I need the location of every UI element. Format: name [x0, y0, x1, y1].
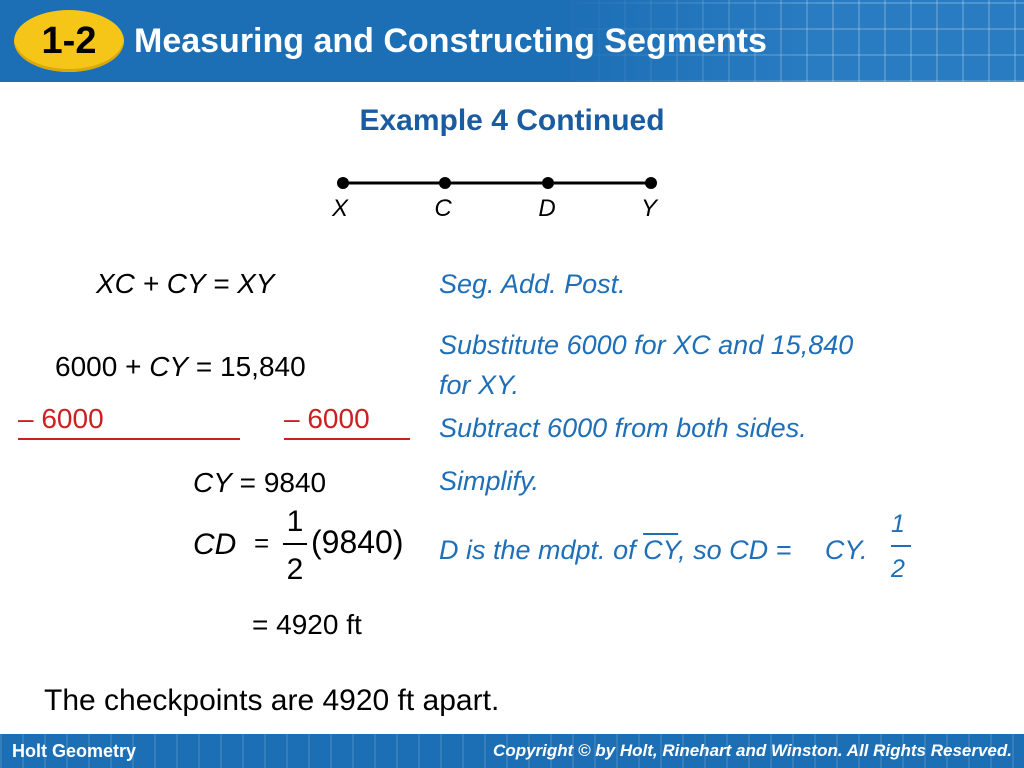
point-c	[439, 177, 451, 189]
step2-reason-line2: for XY.	[439, 370, 520, 400]
step3-reason: Subtract 6000 from both sides.	[439, 413, 807, 443]
step5-reason-b: , so CD =	[678, 535, 799, 565]
footer-bar	[0, 734, 1024, 768]
step6-result: = 4920 ft	[252, 609, 362, 640]
step3-subtract-right: – 6000	[284, 403, 370, 434]
header-bar	[0, 0, 1024, 82]
point-y	[645, 177, 657, 189]
step4-reason: Simplify.	[439, 466, 540, 496]
label-x: X	[331, 195, 349, 222]
step3-underline-left	[18, 438, 240, 440]
label-d: D	[538, 195, 556, 222]
step5-variable: CD	[193, 528, 237, 561]
conclusion-text: The checkpoints are 4920 ft apart.	[44, 684, 500, 717]
step4-variable: CY	[193, 467, 232, 498]
lesson-badge	[14, 10, 124, 72]
step1-reason: Seg. Add. Post.	[439, 269, 626, 299]
segment-cy-overline: $\overline{CY}$	[643, 535, 679, 565]
step5-denominator: 2	[286, 553, 304, 586]
segment-figure	[320, 168, 680, 228]
step5-reason-a: D is the mdpt. of	[439, 535, 644, 565]
step5-reason	[439, 533, 867, 567]
step5-reason-numerator: 1	[891, 510, 905, 538]
step4-equation	[193, 467, 326, 499]
step4-rest: = 9840	[231, 467, 327, 498]
label-c: C	[434, 195, 452, 222]
step5-equals: =	[254, 528, 270, 558]
step3-underline-right	[284, 438, 410, 440]
footer-copyright: Copyright © by Holt, Rinehart and Winston. All Rights Reserved.	[493, 741, 1012, 760]
point-x	[337, 177, 349, 189]
label-y: Y	[640, 195, 658, 222]
lesson-title: Measuring and Constructing Segments	[134, 22, 767, 60]
lesson-number: 1-2	[41, 20, 97, 62]
step2-variable: CY	[149, 351, 189, 382]
step2-suffix: = 15,840	[188, 351, 306, 382]
step5-reason-denominator: 2	[891, 555, 905, 583]
point-d	[542, 177, 554, 189]
step5-fraction-bar	[283, 543, 307, 545]
step5-reason-fraction-bar	[891, 545, 911, 547]
step2-reason-line1: Substitute 6000 for XC and 15,840	[439, 330, 854, 360]
step3-subtract-left: – 6000	[18, 403, 104, 434]
step5-parenthesis-value: (9840)	[311, 524, 404, 560]
step2-equation	[55, 351, 306, 383]
step1-equation: XC + CY = XY	[96, 268, 275, 299]
step5-reason-c: CY.	[824, 535, 868, 565]
step5-numerator: 1	[286, 505, 304, 538]
example-title: Example 4 Continued	[359, 104, 665, 137]
footer-course: Holt Geometry	[12, 741, 137, 761]
step2-prefix: 6000 +	[55, 351, 150, 382]
